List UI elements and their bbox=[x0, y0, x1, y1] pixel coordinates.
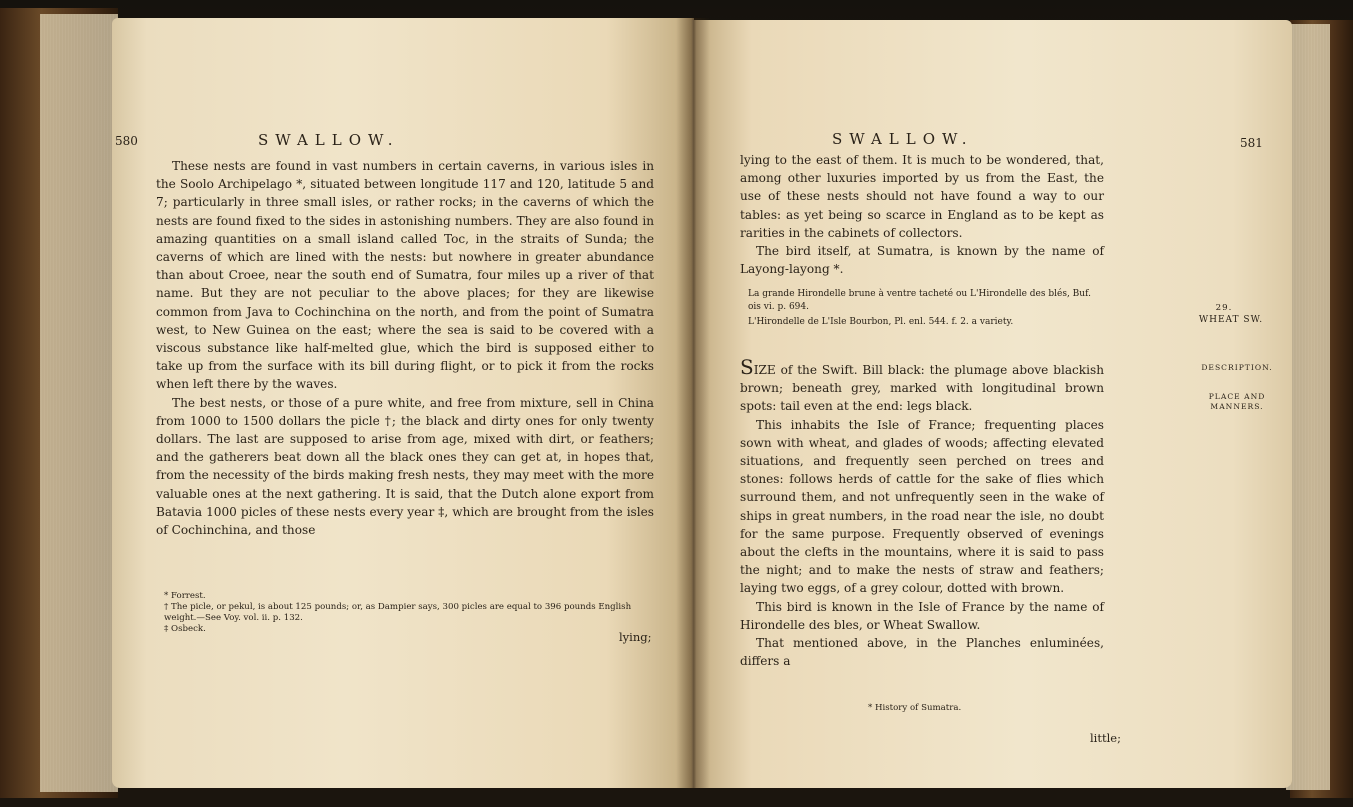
catchword: little; bbox=[1090, 731, 1121, 745]
running-head: SWALLOW. bbox=[832, 130, 974, 148]
paragraph: The best nests, or those of a pure white, and free from mixture, sell in China from 1000 to 1500 dollars the picle †; the black and dirty ones for only twenty dollars. The last are supposed to arise from age, mixed with dirt, or feathers; and the gatherers beat down all the black ones they can get at, in hopes that, from the necessity of the birds making fresh nests, they may meet with the more valuable ones at the next gathering. It is said, that the Dutch alone export from Batavia 1000 picles of these nests every year ‡, which are brought from the isles of Cochinchina, and those bbox=[156, 395, 654, 538]
body-text bbox=[156, 157, 654, 539]
synonym: La grande Hirondelle brune à ventre tacheté ou L'Hirondelle des blés, Buf. ois vi. p. 694. bbox=[748, 289, 1091, 312]
footnote: * Forrest. bbox=[164, 591, 206, 601]
catchword: lying; bbox=[619, 630, 652, 644]
footnote: ‡ Osbeck. bbox=[164, 624, 206, 634]
synonymy bbox=[748, 288, 1100, 329]
left-page bbox=[112, 18, 694, 788]
footnotes bbox=[164, 591, 652, 635]
footnote: † The picle, or pekul, is about 125 pounds; or, as Dampier says, 300 picles are equal to 396 pounds English weight.—See Voy. vol. ii. p. 132. bbox=[164, 602, 632, 623]
description-text: IZE of the Swift. Bill black: the plumage above blackish brown; beneath grey, marked with longitudinal brown spots: tail even at the end: legs black. bbox=[740, 363, 1104, 414]
page-number: 580 bbox=[115, 134, 138, 148]
margin-label-description: DESCRIPTION. bbox=[1201, 363, 1273, 372]
running-head: SWALLOW. bbox=[258, 131, 400, 149]
page-edges-left bbox=[40, 14, 118, 792]
synonym: L'Hirondelle de L'Isle Bourbon, Pl. enl. 544. f. 2. a variety. bbox=[748, 317, 1014, 327]
paragraph: These nests are found in vast numbers in certain caverns, in various isles in the Soolo Archipelago *, situated between longitude 117 and 120, latitude 5 and 7; particularly in three small isles, or rather rocks; in the caverns of which the nests are found fixed to the sides in astonishing numbers. They are also found in amazing quantities on a small island called Toc, in the straits of Sunda; the caverns of which are lined with the nests: but nowhere in greater abundance than about Croee, near the south end of Sumatra, four miles up a river of that name. But they are not peculiar to the above places; for they are likewise common from Java to Cochinchina on the north, and from the point of Sumatra west, to New Guinea on the east; where the sea is said to be covered with a viscous substance like half-melted glue, which the bird is supposed either to take up from the surface with its bill during flight, or to pick it from the rocks when left there by the waves. bbox=[156, 159, 654, 392]
species-number: 29. bbox=[1215, 303, 1233, 313]
paragraph: This bird is known in the Isle of France by the name of Hirondelle des bles, or Wheat Swallow. bbox=[740, 599, 1104, 632]
margin-label-manners: MANNERS. bbox=[1210, 402, 1264, 411]
paragraph: lying to the east of them. It is much to be wondered, that, among other luxuries imported by us from the East, the use of these nests should not have found a way to our tables: as yet being so scarce in England as to be kept as rarities in the cabinets of collectors. bbox=[740, 153, 1104, 240]
drop-cap: S bbox=[740, 355, 754, 379]
paragraph: The bird itself, at Sumatra, is known by the name of Layong-layong *. bbox=[740, 244, 1104, 277]
paragraph: That mentioned above, in the Planches enluminées, differs a bbox=[740, 636, 1104, 669]
body-text-main bbox=[740, 355, 1104, 670]
page-edges-right bbox=[1286, 24, 1330, 790]
page-number: 581 bbox=[1240, 136, 1263, 150]
body-text-intro bbox=[740, 151, 1104, 278]
right-page bbox=[692, 20, 1292, 788]
description-paragraph bbox=[740, 355, 1104, 416]
footnote: * History of Sumatra. bbox=[868, 703, 962, 713]
species-name: WHEAT SW. bbox=[1198, 315, 1264, 325]
paragraph: This inhabits the Isle of France; frequenting places sown with wheat, and glades of woods; affecting elevated situations, and frequently seen perched on trees and stones: follows herds of cattle for the sake of flies which surround them, and not unfrequently seen in the wake of ships in great numbers, in the road near the isle, no doubt for the same purpose. Frequently observed of evenings about the clefts in the mountains, where it is said to pass the night; and to make the nests of straw and feathers; laying two eggs, of a grey colour, dotted with brown. bbox=[740, 417, 1104, 596]
margin-label-place: PLACE AND bbox=[1208, 392, 1266, 401]
